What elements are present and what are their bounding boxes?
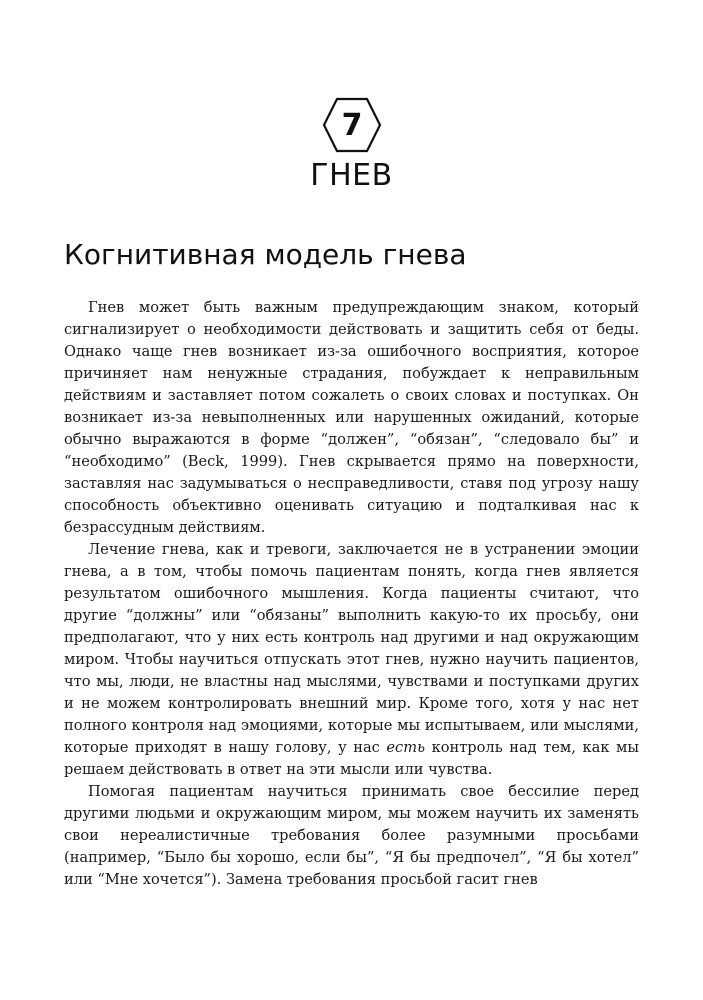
paragraph-2-part-2: контроль над тем, как мы решаем действовать в ответ на эти мысли или чувства.	[64, 739, 639, 778]
body-text	[64, 297, 639, 891]
paragraph-2	[64, 539, 639, 781]
chapter-number: 7	[341, 107, 363, 143]
paragraph-3: Помогая пациентам научиться принимать свое бессилие перед другими людьми и окружающим миром, мы можем научить их заменять свои нереалистичные требования более разумными просьбами (например, “Было бы хорошо, если бы”, “Я бы предпочел”, “Я бы хотел” или “Мне хочется”). Замена требования просьбой гасит гнев	[64, 783, 639, 888]
chapter-badge	[322, 97, 382, 153]
paragraph-1: Гнев может быть важным предупреждающим знаком, который сигнализирует о необходимости действовать и защитить себя от беды. Однако чаще гнев возникает из-за ошибочного восприятия, которое причиняет нам ненужные страдания, побуждает к неправильным действиям и заставляет потом сожалеть о своих словах и поступках. Он возникает из-за невыполненных или нарушенных ожиданий, которые обычно выражаются в форме “должен”, “обязан”, “следовало бы” и “необходимо” (Beck, 1999). Гнев скрывается прямо на поверхности, заставляя нас задумываться о несправедливости, ставя под угрозу нашу способность объективно оценивать ситуацию и подталкивая нас к безрассудным действиям.	[64, 299, 639, 536]
section-heading: Когнитивная модель гнева	[64, 238, 467, 271]
paragraph-2-part-1: Лечение гнева, как и тревоги, заключается не в устранении эмоции гнева, а в том, чтобы помочь пациентам понять, когда гнев является результатом ошибочного мышления. Когда пациенты считают, что другие “должны” или “обязаны” выполнить какую-то их просьбу, они предполагают, что у них есть контроль над другими и над окружающим миром. Чтобы научиться отпускать этот гнев, нужно научить пациентов, что мы, люди, не властны над мыслями, чувствами и поступками других и не можем контролировать внешний мир. Кроме того, хотя у нас нет полного контроля над эмоциями, которые мы испытываем, или мыслями, которые приходят в нашу голову, у нас	[64, 541, 639, 756]
chapter-title: ГНЕВ	[310, 158, 393, 193]
paragraph-2-emphasis: есть	[386, 739, 426, 756]
